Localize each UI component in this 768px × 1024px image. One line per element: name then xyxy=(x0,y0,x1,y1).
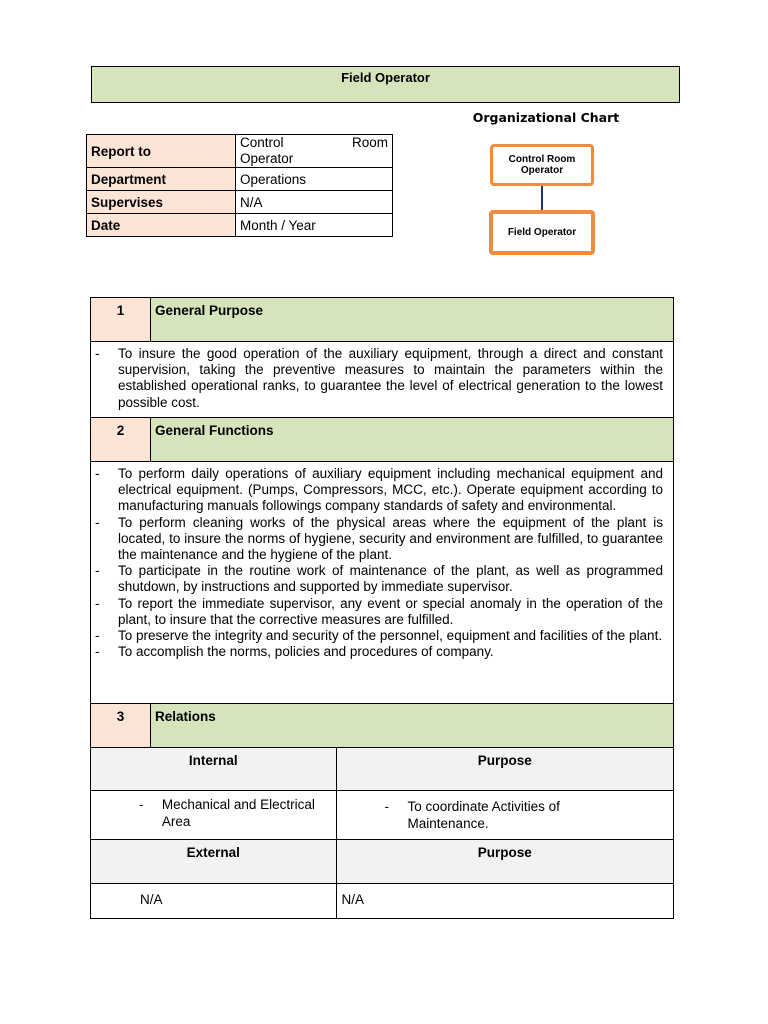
list-item: - To report the immediate supervisor, any event or special anomaly in the operation of the plant, to insure that the corrective measures are fulfilled. xyxy=(95,595,663,627)
internal-value: - Mechanical and Electrical Area xyxy=(91,791,337,840)
section-1-heading: General Purpose xyxy=(151,298,674,342)
department-label: Department xyxy=(87,168,236,191)
list-item: - To accomplish the norms, policies and procedures of company. xyxy=(95,644,494,660)
external-purpose-value: N/A xyxy=(336,884,673,919)
report-to-value-part-1: Control xyxy=(240,135,284,150)
section-2-heading: General Functions xyxy=(151,418,674,462)
section-3-header xyxy=(91,704,674,748)
date-value: Month / Year xyxy=(236,214,393,237)
supervises-value: N/A xyxy=(236,191,393,214)
report-to-value-part-3: Operator xyxy=(240,151,294,166)
date-label: Date xyxy=(87,214,236,237)
section-2-header xyxy=(91,418,674,462)
supervises-label: Supervises xyxy=(87,191,236,214)
report-to-label: Report to xyxy=(87,135,236,168)
info-row-supervises xyxy=(87,191,393,214)
org-connector-line xyxy=(541,186,543,210)
list-item: - To participate in the routine work of maintenance of the plant, as well as programmed shutdown, by instructions and supported by immediate supervisor. xyxy=(95,563,663,595)
internal-purpose-label: Purpose xyxy=(336,748,673,791)
internal-label: Internal xyxy=(91,748,337,791)
org-chart-title: Organizational Chart xyxy=(472,110,620,125)
list-item: - To perform cleaning works of the physical areas where the equipment of the plant is located, to insure the norms of hygiene, security and environment are fulfilled, to guarantee the maintenance and the hygiene of the plant. xyxy=(95,514,663,563)
org-box-control-room-operator: Control Room Operator xyxy=(490,144,594,186)
department-value: Operations xyxy=(236,168,393,191)
internal-header-row xyxy=(91,748,674,791)
external-label: External xyxy=(91,840,337,884)
external-purpose-label: Purpose xyxy=(336,840,673,884)
section-1-header xyxy=(91,298,674,342)
org-box-field-operator: Field Operator xyxy=(489,210,595,255)
section-2-body xyxy=(91,462,674,704)
list-item: - To preserve the integrity and security of the personnel, equipment and facilities of the plant. xyxy=(95,628,663,644)
list-item: - To insure the good operation of the auxiliary equipment, through a direct and constant supervision, taking the preventive measures to maintain the parameters within the established operational ranks, to guarantee the level of electrical generation to the lowest possible cost. xyxy=(95,346,663,410)
section-1-number: 1 xyxy=(91,298,151,342)
section-3-heading: Relations xyxy=(151,704,674,748)
internal-purpose-value: - To coordinate Activities of Maintenance. xyxy=(336,791,673,840)
page-title: Field Operator xyxy=(91,66,680,103)
info-row-report-to xyxy=(87,135,393,168)
report-to-value xyxy=(236,135,393,168)
external-value: N/A xyxy=(91,884,337,919)
internal-values-row xyxy=(91,791,674,840)
info-row-date xyxy=(87,214,393,237)
general-purpose-list xyxy=(91,342,674,418)
section-3-number: 3 xyxy=(91,704,151,748)
section-2-number: 2 xyxy=(91,418,151,462)
external-values-row xyxy=(91,884,674,919)
general-functions-list xyxy=(91,462,674,704)
section-1-body xyxy=(91,342,674,418)
list-item: - To perform daily operations of auxiliary equipment including mechanical equipment and electrical equipment. (Pumps, Compressors, MCC, etc.). Operate equipment according to manufacturing manuals followings company standards of safety and environmental. xyxy=(95,466,663,514)
job-description-table xyxy=(90,297,674,919)
external-header-row xyxy=(91,840,674,884)
report-to-value-part-2: Room xyxy=(351,135,388,150)
info-row-department xyxy=(87,168,393,191)
info-table xyxy=(86,134,393,237)
